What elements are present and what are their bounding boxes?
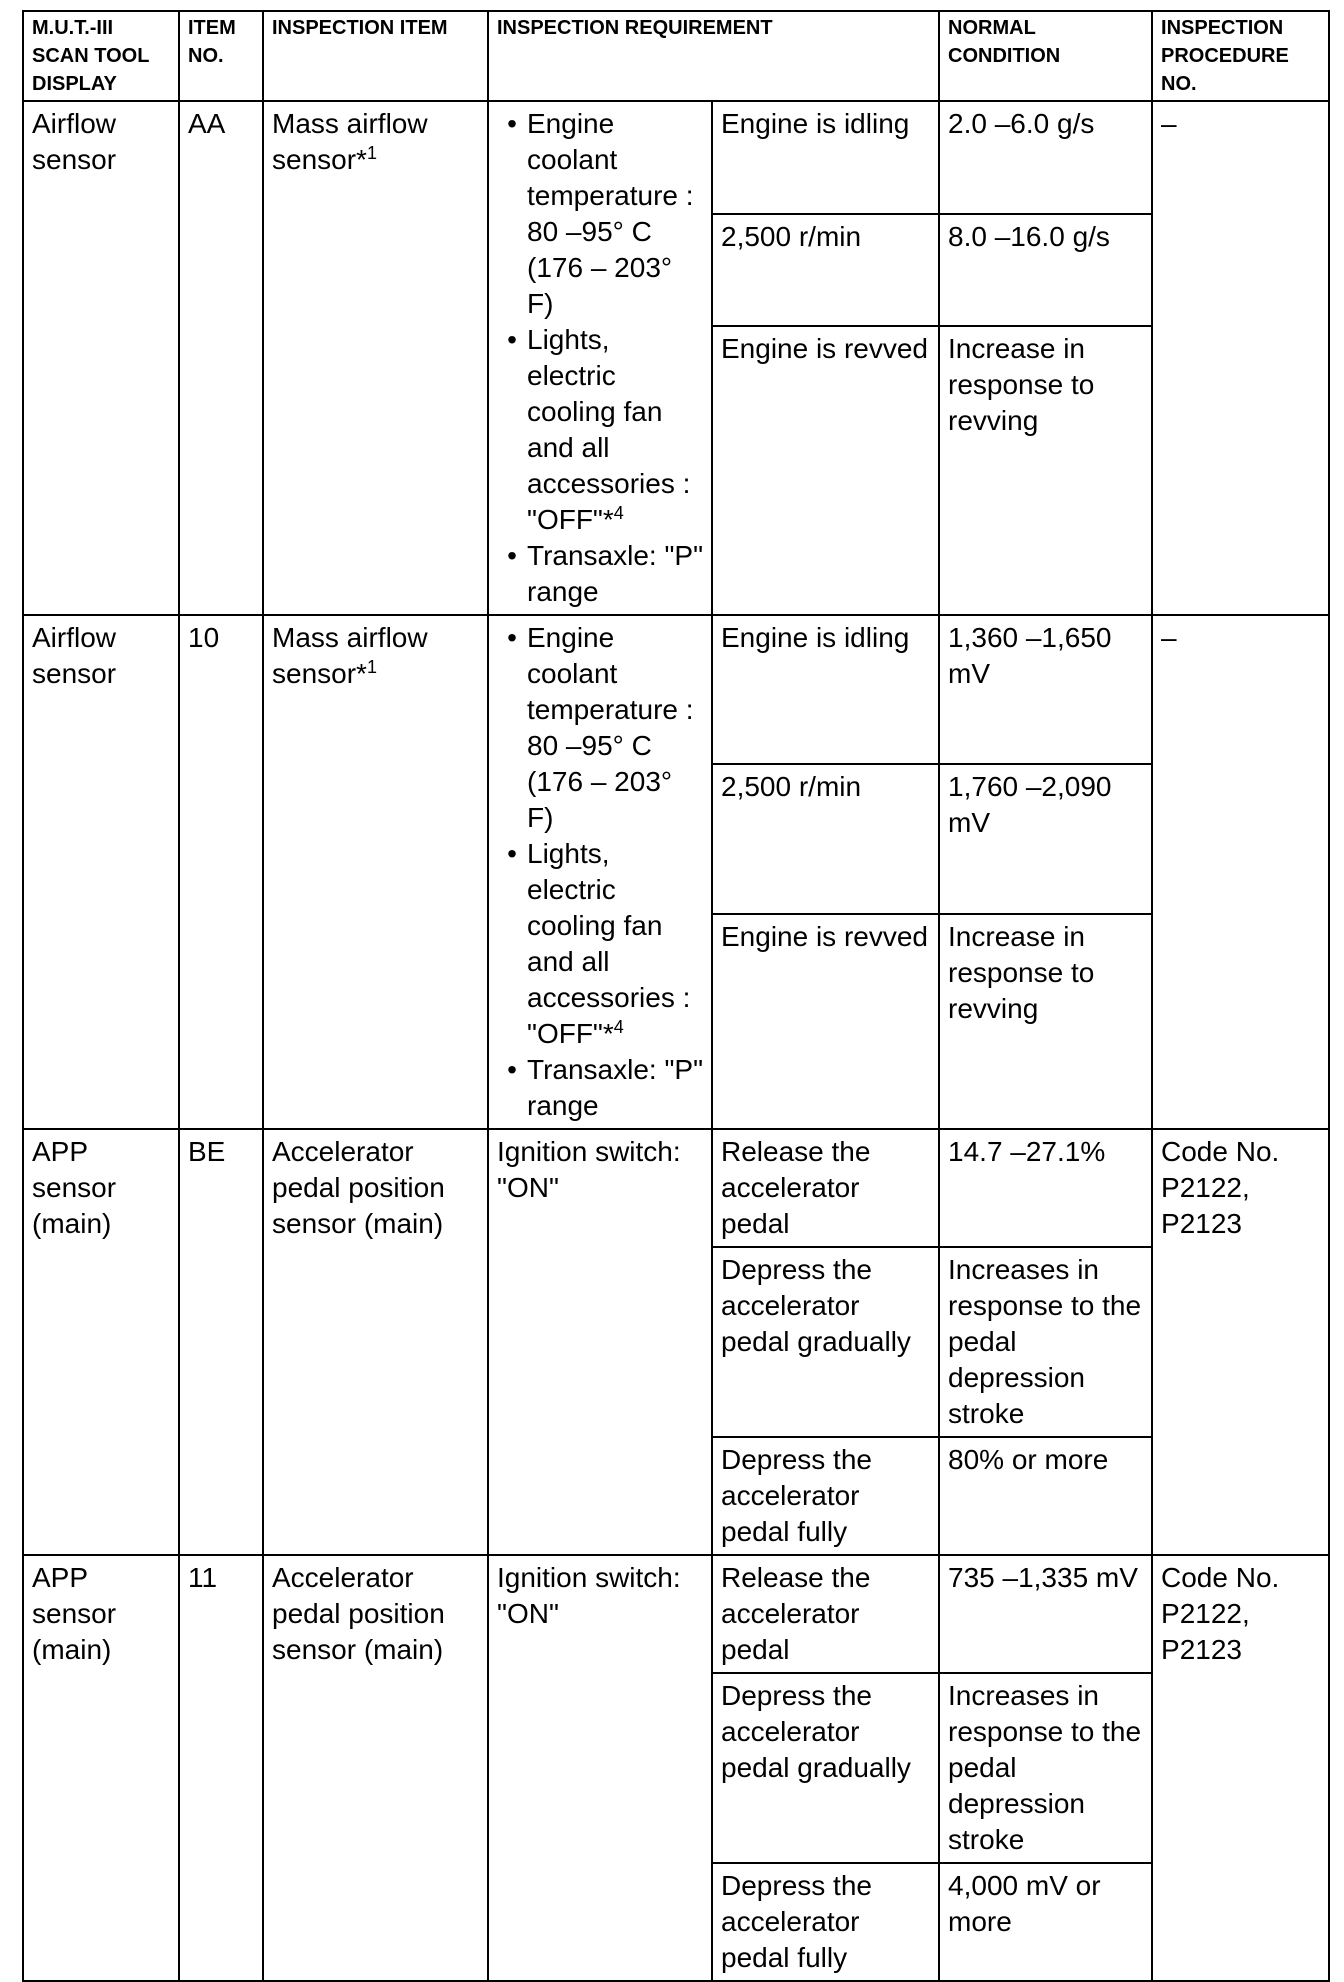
procedure-cell: –	[1152, 615, 1329, 1129]
normal-condition-cell: Increases in response to the pedal depression stroke	[939, 1247, 1152, 1437]
procedure-cell: Code No. P2122, P2123	[1152, 1555, 1329, 1981]
requirement-cell	[488, 615, 712, 1129]
normal-condition-cell: 1,760 –2,090 mV	[939, 764, 1152, 913]
header-inspection-requirement: INSPECTION REQUIREMENT	[488, 11, 939, 101]
inspection-item-cell: Mass airflow sensor*$^1$	[263, 615, 488, 1129]
condition-state-cell: Depress the accelerator pedal fully	[712, 1437, 939, 1555]
condition-state-cell: Engine is idling	[712, 101, 939, 214]
inspection-item-cell: Accelerator pedal position sensor (main)	[263, 1555, 488, 1981]
normal-condition-cell: 735 –1,335 mV	[939, 1555, 1152, 1673]
requirement-cell	[488, 101, 712, 615]
table-row	[23, 615, 1329, 764]
item-no-cell: 10	[179, 615, 263, 1129]
display-cell: APP sensor (main)	[23, 1129, 179, 1555]
condition-state-cell: Engine is idling	[712, 615, 939, 764]
header-display: M.U.T.-III SCAN TOOL DISPLAY	[23, 11, 179, 101]
table-row	[23, 1129, 1329, 1247]
condition-state-cell: Engine is revved	[712, 326, 939, 615]
procedure-cell: Code No. P2122, P2123	[1152, 1129, 1329, 1555]
list-item: • Engine coolant temperature : 80 –95° C (176 – 203° F)	[527, 106, 703, 322]
item-no-cell: 11	[179, 1555, 263, 1981]
normal-condition-cell: Increase in response to revving	[939, 326, 1152, 615]
list-item: • Transaxle: "P" range	[527, 538, 703, 610]
normal-condition-cell: 1,360 –1,650 mV	[939, 615, 1152, 764]
condition-state-cell: Release the accelerator pedal	[712, 1555, 939, 1673]
list-item: • Engine coolant temperature : 80 –95° C (176 – 203° F)	[527, 620, 703, 836]
display-cell: APP sensor (main)	[23, 1555, 179, 1981]
condition-state-cell: Release the accelerator pedal	[712, 1129, 939, 1247]
inspection-item-cell: Mass airflow sensor*$^1$	[263, 101, 488, 615]
list-item: • Lights, electric cooling fan and all accessories : "OFF"*$^4$	[527, 836, 703, 1052]
condition-state-cell: 2,500 r/min	[712, 764, 939, 913]
header-procedure-no: INSPECTION PROCEDURE NO.	[1152, 11, 1329, 101]
condition-state-cell: Depress the accelerator pedal gradually	[712, 1247, 939, 1437]
header-normal-condition: NORMAL CONDITION	[939, 11, 1152, 101]
requirement-cell: Ignition switch: "ON"	[488, 1129, 712, 1555]
header-inspection-item: INSPECTION ITEM	[263, 11, 488, 101]
normal-condition-cell: 80% or more	[939, 1437, 1152, 1555]
normal-condition-cell: 14.7 –27.1%	[939, 1129, 1152, 1247]
normal-condition-cell: 2.0 –6.0 g/s	[939, 101, 1152, 214]
header-item-no: ITEM NO.	[179, 11, 263, 101]
condition-state-cell: Engine is revved	[712, 914, 939, 1129]
normal-condition-cell: 4,000 mV or more	[939, 1863, 1152, 1981]
item-no-cell: BE	[179, 1129, 263, 1555]
display-cell: Airflow sensor	[23, 615, 179, 1129]
condition-state-cell: Depress the accelerator pedal fully	[712, 1863, 939, 1981]
display-cell: Airflow sensor	[23, 101, 179, 615]
condition-state-cell: Depress the accelerator pedal gradually	[712, 1673, 939, 1863]
list-item: • Transaxle: "P" range	[527, 1052, 703, 1124]
table-row	[23, 1555, 1329, 1673]
inspection-table	[22, 10, 1330, 1982]
list-item: • Lights, electric cooling fan and all accessories : "OFF"*$^4$	[527, 322, 703, 538]
inspection-item-cell: Accelerator pedal position sensor (main)	[263, 1129, 488, 1555]
header-row	[23, 11, 1329, 101]
condition-state-cell: 2,500 r/min	[712, 214, 939, 327]
normal-condition-cell: Increase in response to revving	[939, 914, 1152, 1129]
item-no-cell: AA	[179, 101, 263, 615]
table-row	[23, 101, 1329, 214]
normal-condition-cell: 8.0 –16.0 g/s	[939, 214, 1152, 327]
procedure-cell: –	[1152, 101, 1329, 615]
normal-condition-cell: Increases in response to the pedal depression stroke	[939, 1673, 1152, 1863]
requirement-cell: Ignition switch: "ON"	[488, 1555, 712, 1981]
